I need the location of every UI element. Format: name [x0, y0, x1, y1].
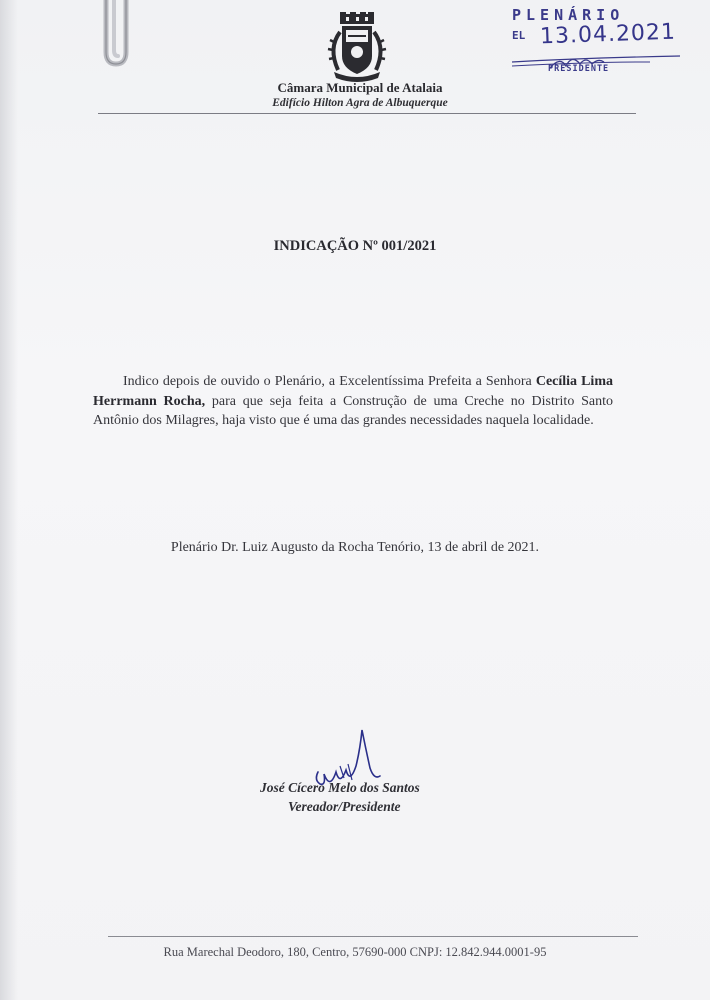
body-text-start: Indico depois de ouvido o Plenário, a Excelentíssima Prefeita a Senhora [123, 374, 536, 389]
footer-address: Rua Marechal Deodoro, 180, Centro, 57690-000 CNPJ: 12.842.944.0001-95 [163, 945, 547, 959]
paper-clip-icon [92, 0, 136, 70]
stamp-title: PLENÁRIO [512, 6, 625, 24]
signer-name: José Cícero Melo dos Santos [260, 780, 420, 795]
addressee-name: Cecília Lima Herrmann Rocha, [93, 374, 613, 409]
header-divider [98, 113, 636, 114]
document-title: INDICAÇÃO Nº 001/2021 [273, 238, 437, 254]
body-text-end: para que seja feita a Construção de uma Creche no Distrito Santo Antônio dos Milagres, haja visto que é uma das grandes necessidades naquela localidade. [93, 393, 613, 428]
stamp-date: 13.04.2021 [539, 19, 677, 50]
stamp-prefix: EL [512, 29, 526, 42]
stamp-role: PRESIDENTE [548, 64, 610, 74]
building-name: Edifício Hilton Agra de Albuquerque [272, 97, 448, 109]
signer-role: Vereador/Presidente [288, 799, 401, 814]
coat-of-arms-icon [322, 12, 392, 82]
place-and-date: Plenário Dr. Luiz Augusto da Rocha Tenório, 13 de abril de 2021. [170, 540, 540, 555]
page-edge-shadow [0, 0, 18, 1000]
institution-name: Câmara Municipal de Atalaia [277, 80, 443, 95]
footer-divider [108, 936, 638, 937]
document-body [93, 372, 613, 431]
